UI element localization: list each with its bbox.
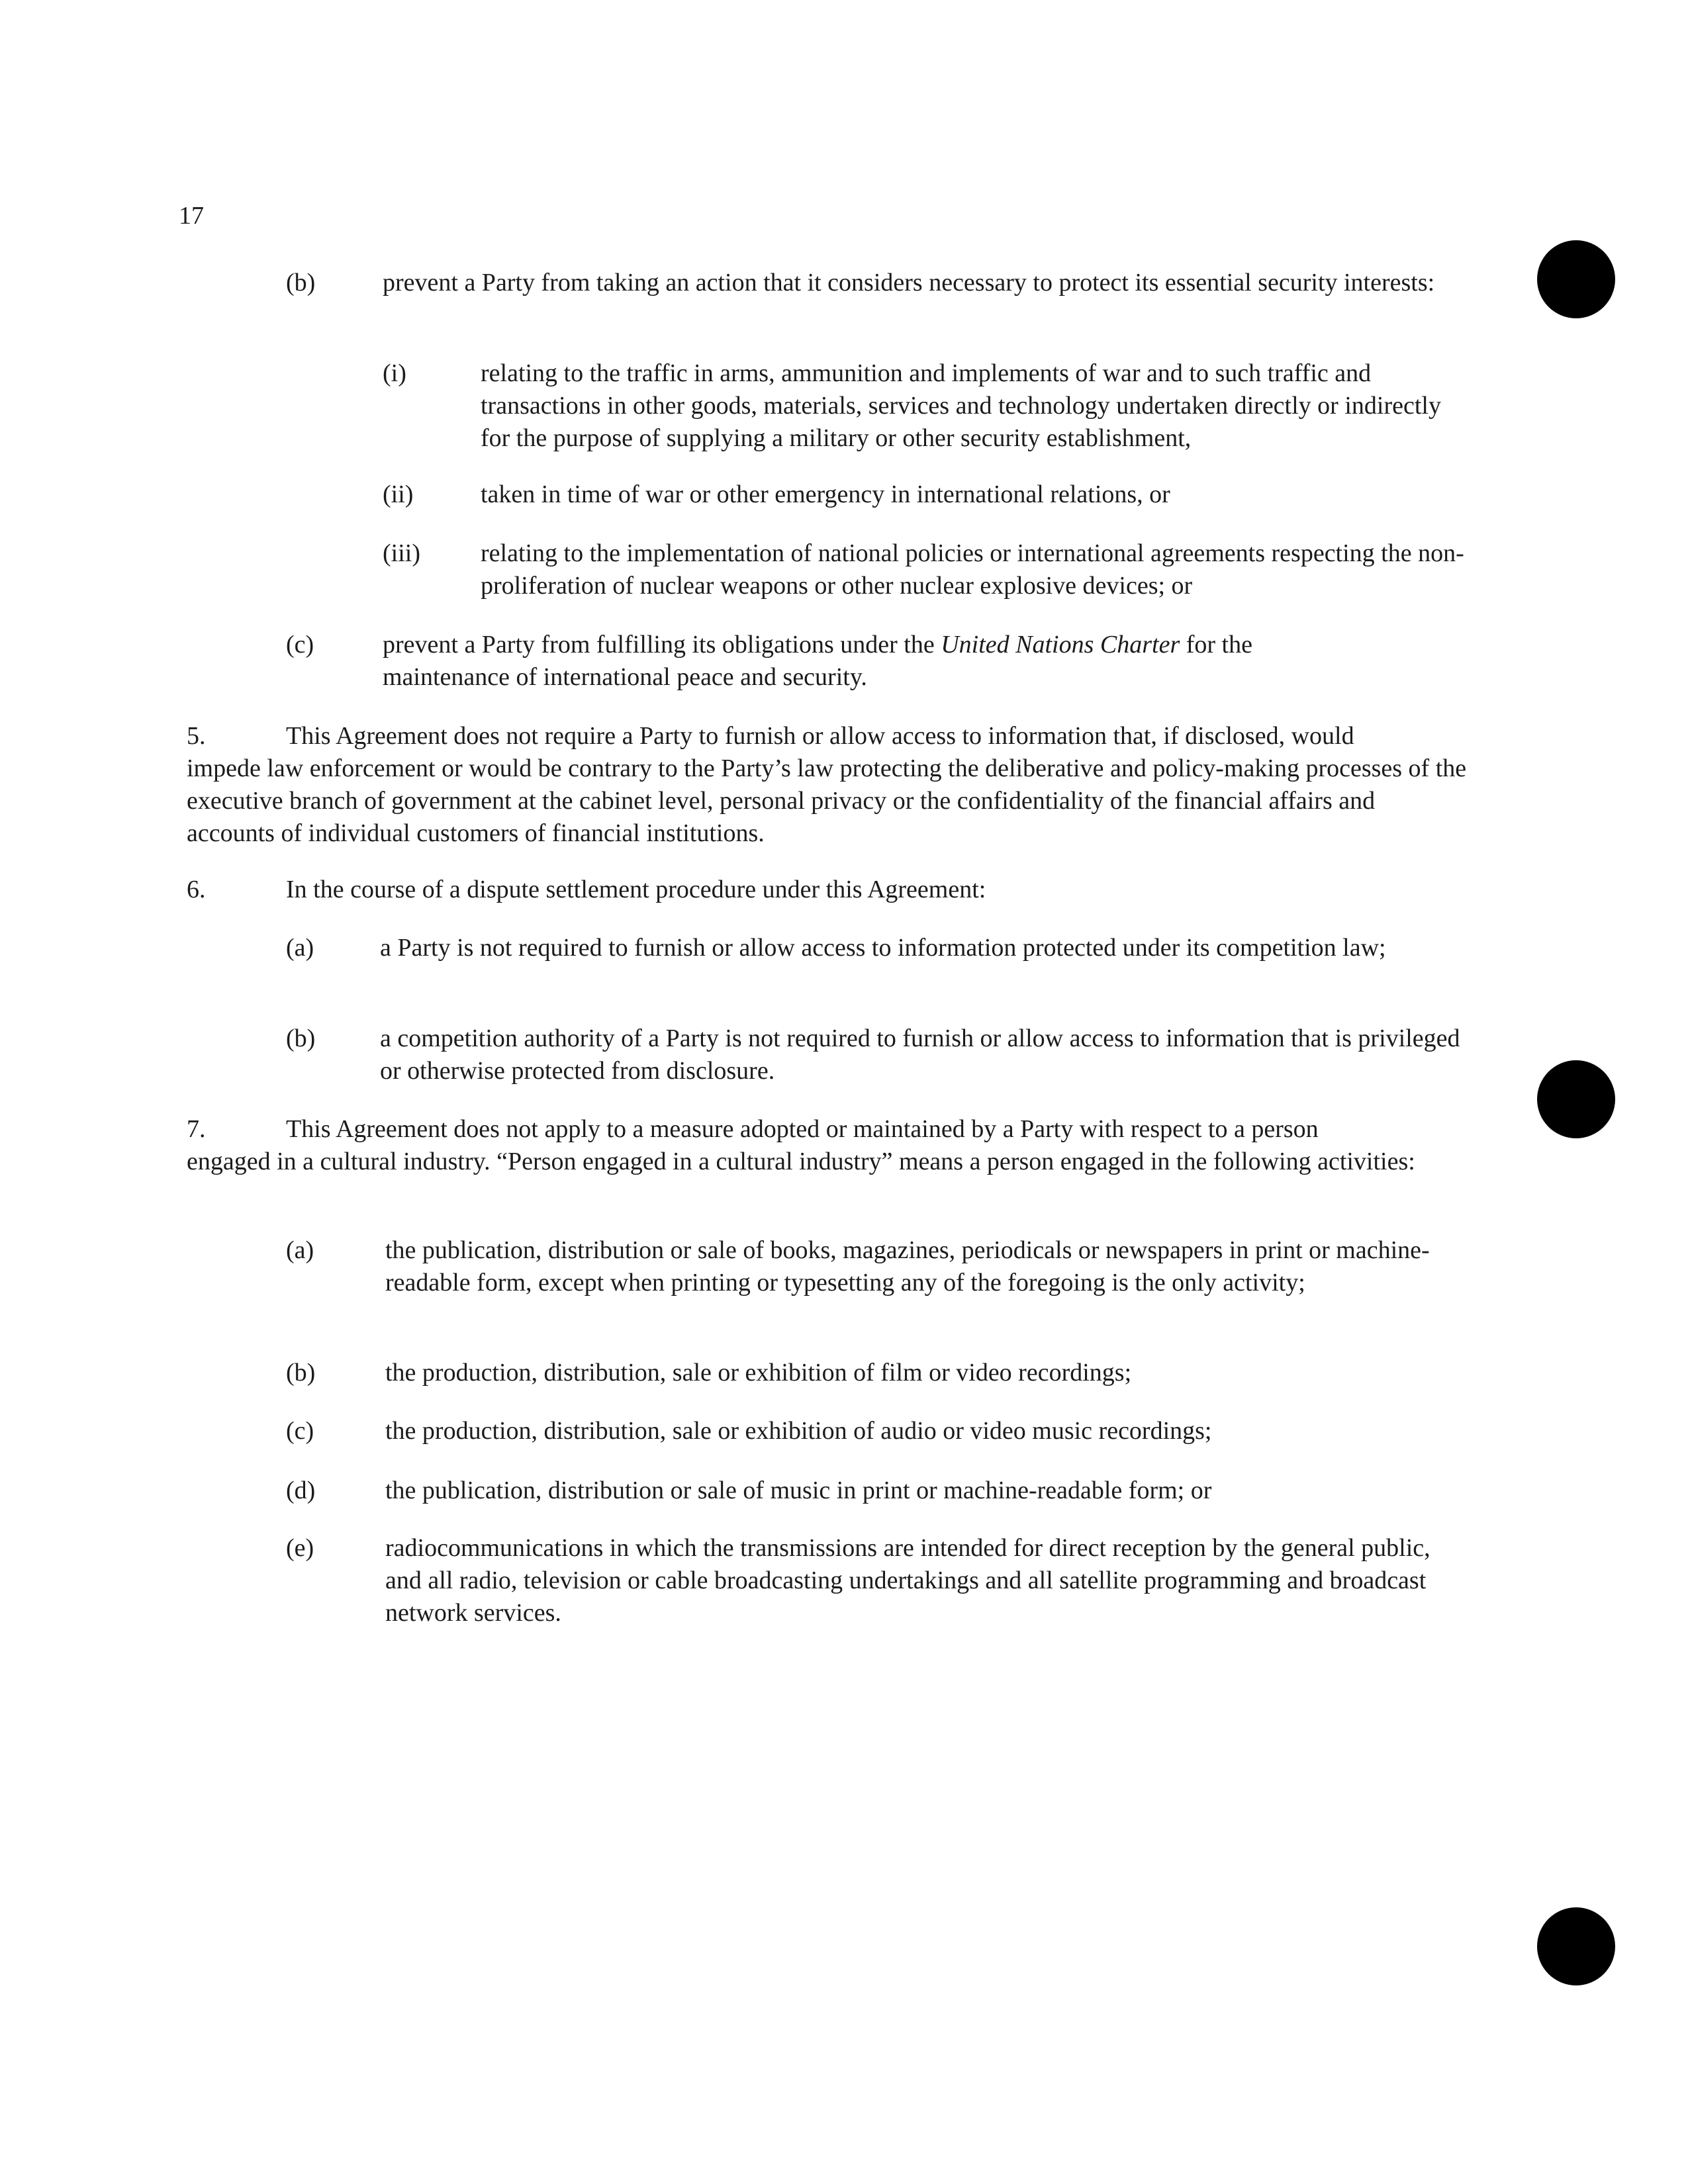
subitem-label: (ii) bbox=[383, 480, 414, 508]
item-label: (d) bbox=[286, 1477, 316, 1504]
item-text: prevent a Party from fulfilling its obligations under the United Nations Charter for the maintenance of international peace and security. bbox=[383, 631, 1252, 691]
subitem-text: relating to the implementation of national policies or international agreements respecting the non-proliferation of nuclear weapons or other nuclear explosive devices; or bbox=[481, 539, 1464, 600]
subitem-label: (i) bbox=[383, 359, 406, 387]
item-text: the publication, distribution or sale of music in print or machine-readable form; or bbox=[385, 1477, 1212, 1504]
paragraph-text-first-line: This Agreement does not require a Party to furnish or allow access to information that, if disclosed, would bbox=[286, 722, 1354, 750]
punch-hole bbox=[1537, 1907, 1615, 1985]
item-label: (a) bbox=[286, 1236, 314, 1264]
item-text: the publication, distribution or sale of books, magazines, periodicals or newspapers in print or machine-readable form, except when printing or typesetting any of the foregoing is the only activity; bbox=[385, 1236, 1430, 1297]
item-label: (b) bbox=[286, 1024, 316, 1052]
punch-hole bbox=[1537, 1060, 1615, 1138]
paragraph-number: 6. bbox=[187, 876, 206, 903]
subitem-text: relating to the traffic in arms, ammunition and implements of war and to such traffic and transactions in other goods, materials, services and technology undertaken directly or indirectly for the purpose of supplying a military or other security establishment, bbox=[481, 359, 1441, 452]
paragraph-number: 5. bbox=[187, 722, 206, 750]
item-label: (c) bbox=[286, 631, 314, 659]
item-label: (e) bbox=[286, 1534, 314, 1562]
item-text: a Party is not required to furnish or allow access to information protected under its competition law; bbox=[380, 934, 1386, 962]
paragraph-text: engaged in a cultural industry. “Person engaged in a cultural industry” means a person engaged in the following activities: bbox=[187, 1148, 1415, 1175]
page-number: 17 bbox=[179, 202, 204, 230]
item-text: prevent a Party from taking an action that it considers necessary to protect its essential security interests: bbox=[383, 269, 1435, 296]
item-text: the production, distribution, sale or exhibition of film or video recordings; bbox=[385, 1359, 1132, 1387]
item-label: (b) bbox=[286, 269, 316, 296]
item-label: (c) bbox=[286, 1417, 314, 1445]
paragraph-text: In the course of a dispute settlement procedure under this Agreement: bbox=[286, 876, 986, 903]
subitem-label: (iii) bbox=[383, 539, 420, 567]
paragraph-number: 7. bbox=[187, 1115, 206, 1143]
item-text: the production, distribution, sale or exhibition of audio or video music recordings; bbox=[385, 1417, 1212, 1445]
item-text: radiocommunications in which the transmissions are intended for direct reception by the general public, and all radio, television or cable broadcasting undertakings and all satellite programming and broadcast network services. bbox=[385, 1534, 1430, 1627]
paragraph-text-first-line: This Agreement does not apply to a measure adopted or maintained by a Party with respect to a person bbox=[286, 1115, 1319, 1143]
item-label: (a) bbox=[286, 934, 314, 962]
paragraph-text: impede law enforcement or would be contrary to the Party’s law protecting the deliberative and policy-making processes of the executive branch of government at the cabinet level, personal privacy or the confidentiality of the financial affairs and accounts of individual customers of financial institutions. bbox=[187, 754, 1467, 847]
punch-hole bbox=[1537, 240, 1615, 318]
charter-title: United Nations Charter bbox=[941, 631, 1180, 659]
item-label: (b) bbox=[286, 1359, 316, 1387]
item-text: a competition authority of a Party is not required to furnish or allow access to information that is privileged or otherwise protected from disclosure. bbox=[380, 1024, 1460, 1085]
subitem-text: taken in time of war or other emergency in international relations, or bbox=[481, 480, 1170, 508]
